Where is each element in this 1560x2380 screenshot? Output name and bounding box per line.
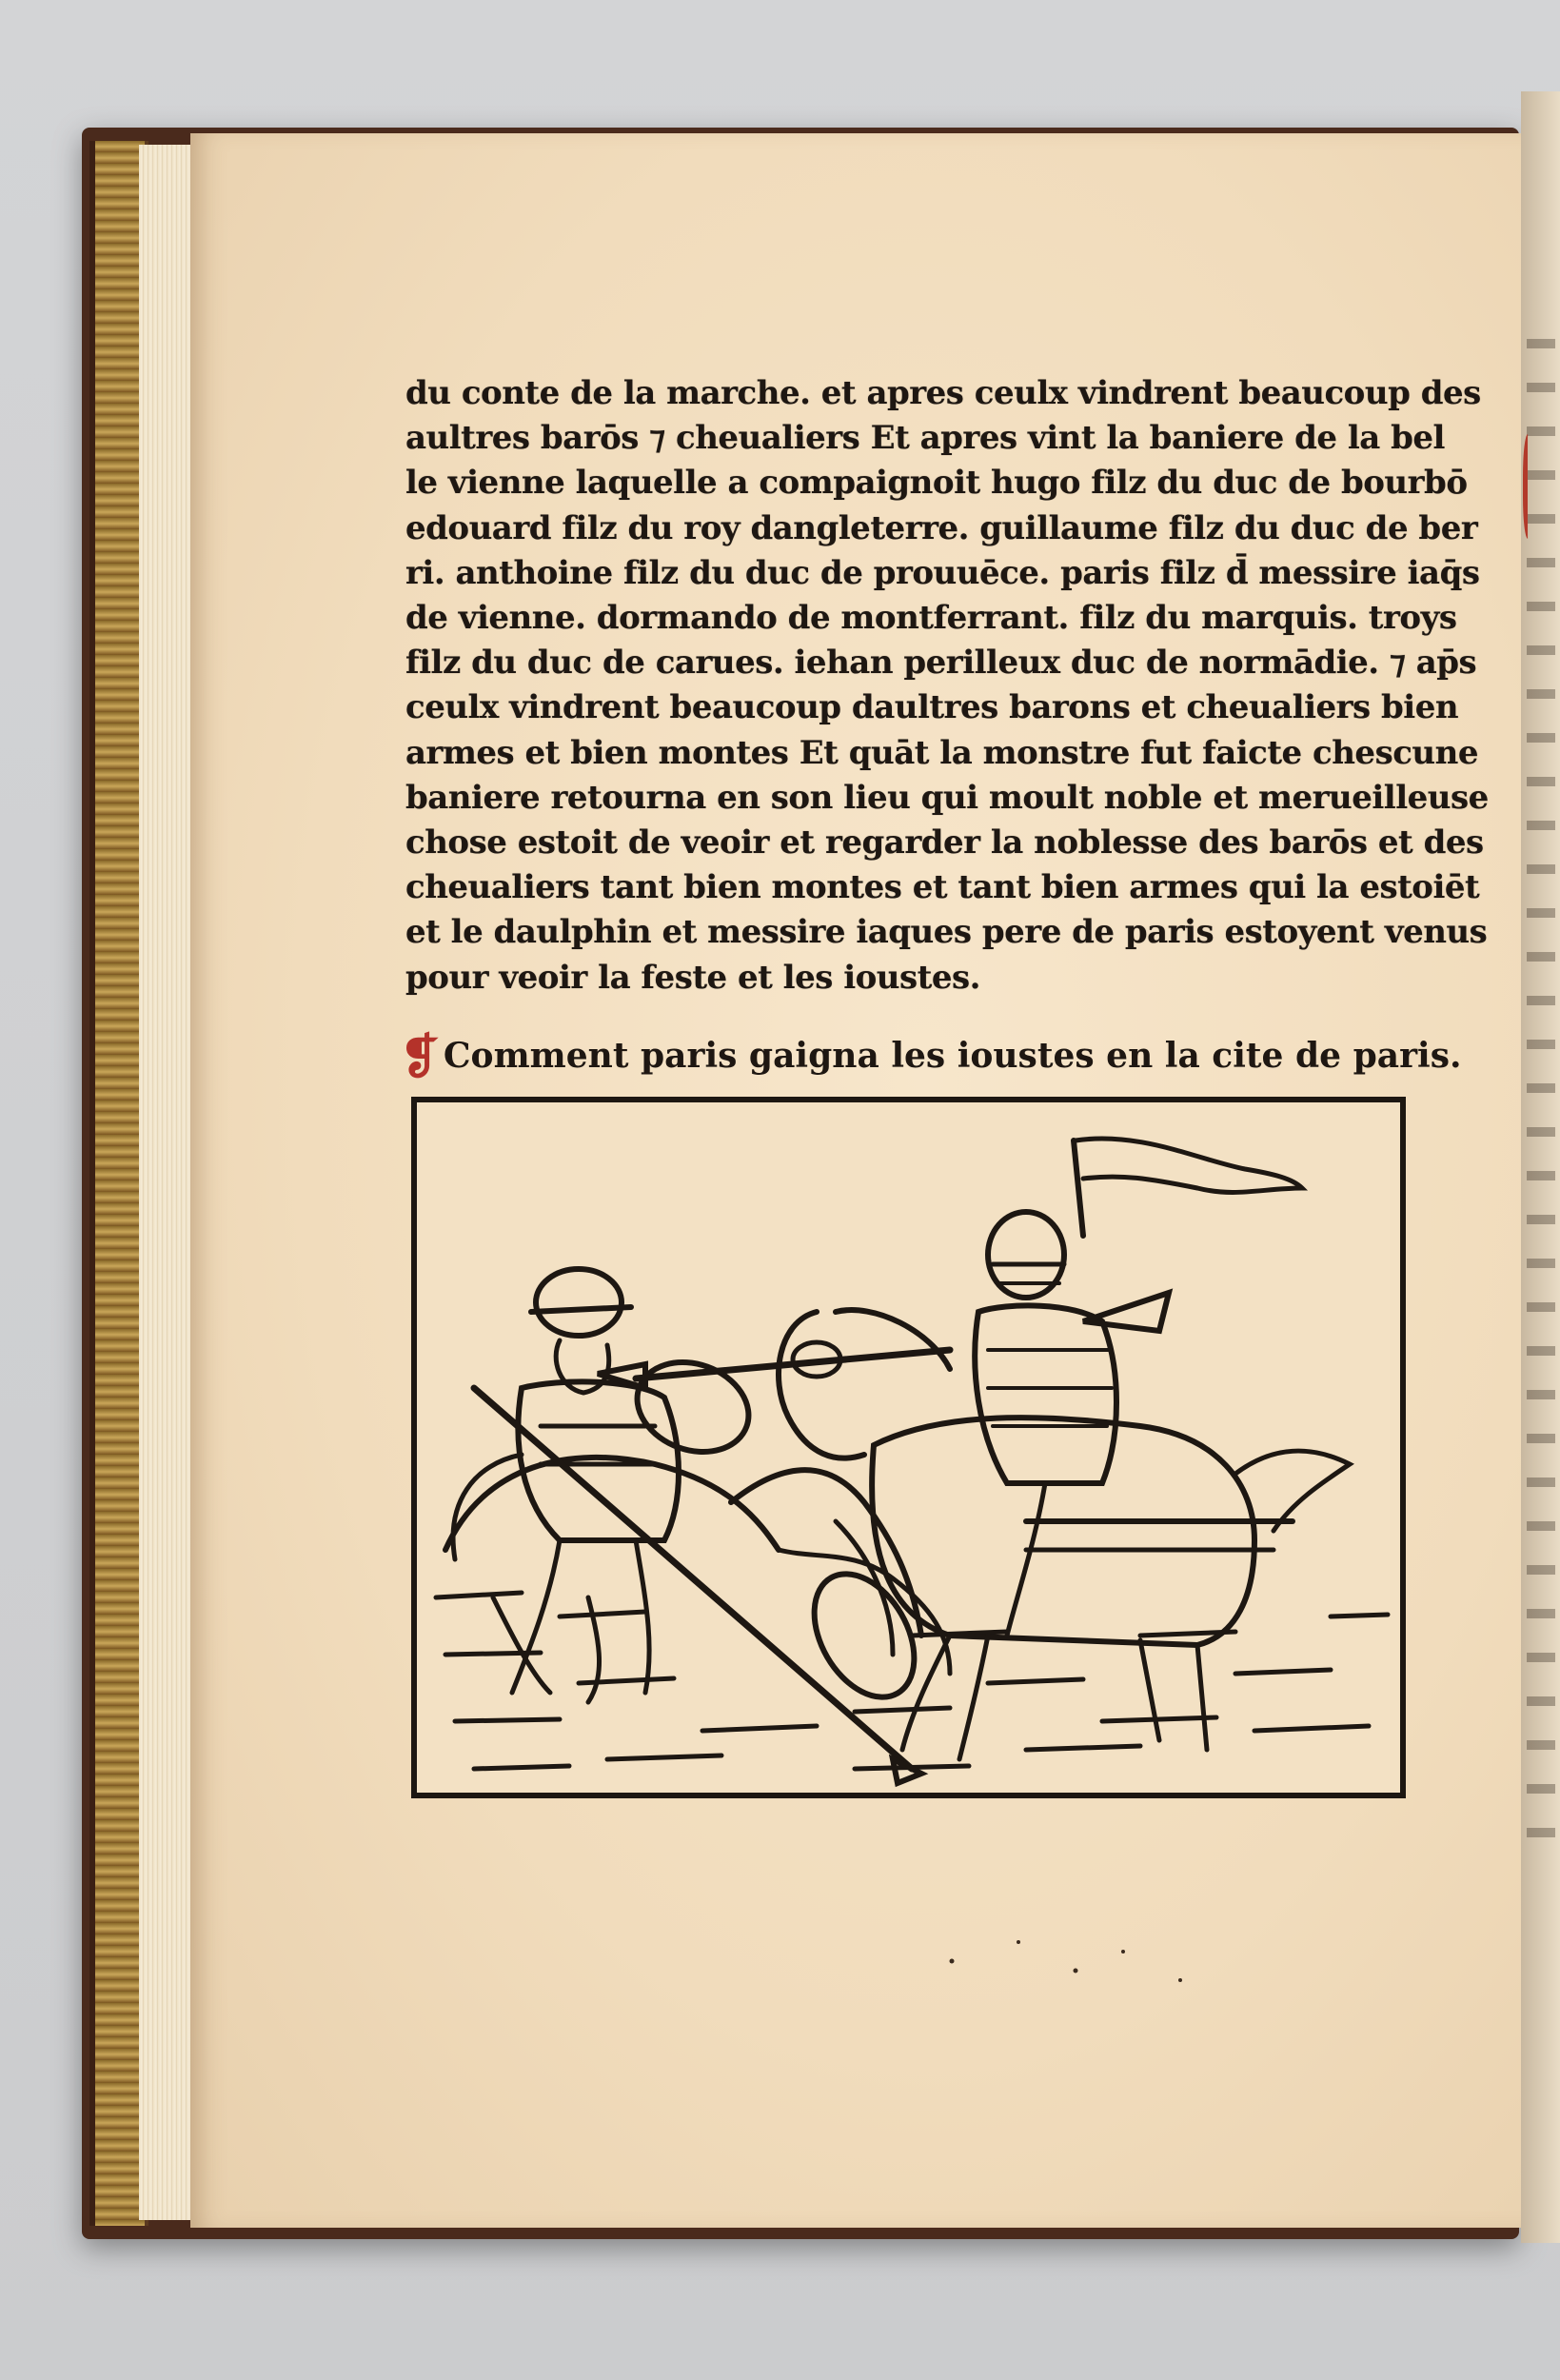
rubric-pilcrow-icon: ❡ xyxy=(400,1028,440,1084)
text-line: ri. anthoine filz du duc de prouuēce. paris filz d̄ messire iaq̄s xyxy=(405,553,1480,592)
body-text xyxy=(405,371,1489,1001)
chapter-heading xyxy=(400,1028,1462,1084)
text-line: armes et bien montes Et quāt la monstre fut faicte chescune xyxy=(405,733,1478,772)
facing-page-edge xyxy=(1521,91,1560,2243)
text-line: du conte de la marche. et apres ceulx vindrent beaucoup des xyxy=(405,374,1481,412)
chapter-heading-text: Comment paris gaigna les ioustes en la cite de paris. xyxy=(443,1036,1462,1076)
text-line: baniere retourna en son lieu qui moult noble et merueilleuse xyxy=(405,778,1489,817)
facing-page-text xyxy=(1527,339,1555,1862)
text-line: aultres barōs ⁊ cheualiers Et apres vint la baniere de la bel xyxy=(405,419,1445,458)
text-line: filz du duc de carues. iehan perilleux duc de normādie. ⁊ ap̄s xyxy=(405,644,1477,683)
text-line: le vienne laquelle a compaignoit hugo filz du duc de bourbō xyxy=(405,464,1468,503)
text-line: et le daulphin et messire iaques pere de paris estoyent venus xyxy=(405,913,1488,952)
jousting-woodcut-icon xyxy=(417,1102,1400,1793)
facing-page-rubric xyxy=(1523,434,1535,539)
page-edges xyxy=(139,145,192,2220)
text-line: edouard filz du roy dangleterre. guillaume filz du duc de ber xyxy=(405,508,1478,547)
text-line: ceulx vindrent beaucoup daultres barons et cheualiers bien xyxy=(405,688,1459,727)
text-line: de vienne. dormando de montferrant. filz du marquis. troys xyxy=(405,599,1457,638)
text-line: pour veoir la feste et les ioustes. xyxy=(405,958,980,997)
text-line: chose estoit de veoir et regarder la noblesse des barōs et des xyxy=(405,823,1484,863)
text-line: cheualiers tant bien montes et tant bien armes qui la estoiēt xyxy=(405,868,1480,907)
woodcut-illustration xyxy=(411,1097,1406,1798)
page-specks xyxy=(933,1933,1218,1990)
